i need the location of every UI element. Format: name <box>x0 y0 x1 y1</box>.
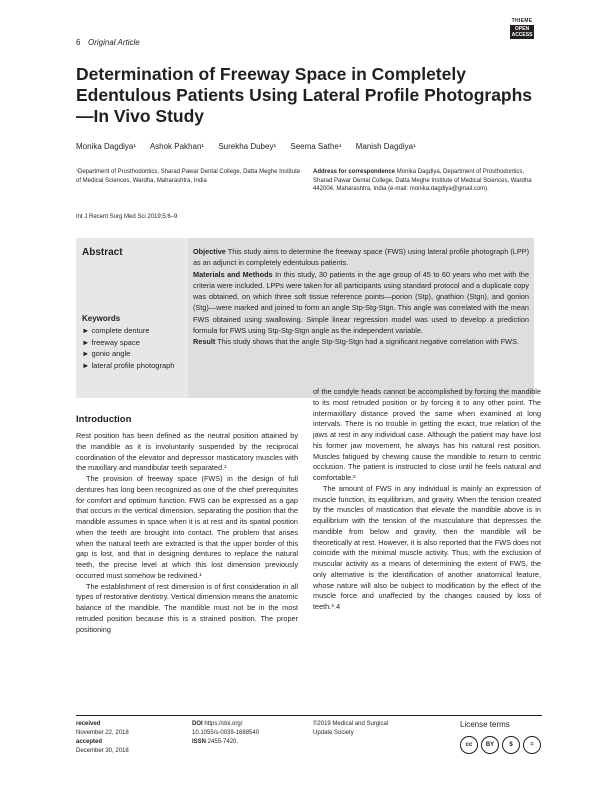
result-label: Result <box>193 337 216 347</box>
article-title: Determination of Freeway Space in Completely Edentulous Patients Using Lateral Profile Photographs—In Vivo Study <box>76 64 533 126</box>
paragraph: Rest position has been defined as the neutral position attained by the mandible as it is involuntarily suspended by the reciprocal coordination of the elevator and depressor masticatory muscles with the maxillary and mandibular teeth separated.¹ <box>76 431 298 473</box>
keyword-item: ► lateral profile photograph <box>82 360 175 370</box>
paragraph: of the condyle heads cannot be accomplished by forcing the mandible to its most retruded position or by forcing it to any other point. The intermaxillary distance proved the same when examined at long intervals. There is no trouble in getting the exact, true relation of the jaws at rest in any individual case. Although the patient may have lost his former jaw movement, he always has his natural rest position. Muscles fatigued by chewing cause the mandible to return to centric occlusion. The patient is instructed to close until he feels natural and comfortable.² <box>313 387 541 482</box>
author: Seema Sathe¹ <box>290 142 342 151</box>
keyword-list <box>82 325 182 371</box>
footer-divider <box>76 715 542 716</box>
section-label: Original Article <box>88 38 140 47</box>
doi-block <box>192 720 302 747</box>
cc-icon[interactable]: cc <box>460 736 478 754</box>
noderivatives-icon[interactable]: = <box>523 736 541 754</box>
keyword-item: ► complete denture <box>82 326 150 335</box>
open-access-badge <box>510 25 534 39</box>
citation: Int J Recent Surg Med Sci 2019;5:6–9 <box>76 214 178 220</box>
correspondence-text: Monika Dagdiya, Department of Prosthodontics, Sharad Pawar Dental College, Datta Meghe Institute of Medical Sciences, Wardha 442004, Maharashtra, India (e-mail: monika.dagdiya@gmail.com). <box>313 169 532 192</box>
doi-label: DOI <box>192 721 203 727</box>
abstract-heading: Abstract <box>82 247 123 258</box>
doi-link[interactable]: https://doi.org/ <box>202 721 243 727</box>
paragraph: The provision of freeway space (FWS) in the design of full dentures has long been recognized as one of the chief prerequisites for comfort and optimum function. FWS can be expressed as a gap that occurs in the vertical dimension, separating the position that the mandible assumes in space when it is at rest and its spatial position when the teeth are brought into contact. The problem that arises when the natural teeth are extracted is that the upper border of this gap is lost, and that in designing dentures to replace the natural teeth, the precise level at which this lost dimension previously occurred must somehow be redivined.¹ <box>76 474 298 580</box>
page-number: 6 <box>76 38 81 47</box>
correspondence <box>313 168 543 194</box>
accepted-date: December 30, 2018 <box>76 748 129 754</box>
methods-text: In this study, 30 patients in the age group of 45 to 60 years who met with the criteria were included. LPPs were taken for all participants using standard protocol and a duplicate copy was obtained, on which three soft tissue reference points—porion (Stp), gnathion (Stgn), and gonion (Stg)—were marked and joined to form an angle Stp-Stg-Stgn. This angle was correlated with the mean FWS obtained using swallowing. Simple linear regression model was used to develop a prediction formula for FWS using Stp-Stg-Stgn angle as the independent variable. <box>193 269 529 336</box>
author: Monika Dagdiya¹ <box>76 142 137 151</box>
keywords-heading: Keywords <box>82 314 121 323</box>
paragraph: The amount of FWS in any individual is mainly an expression of muscle function, its equilibrium, and gravity. When the tension created by the muscles of mastication that elevate the mandible above is in equilibrium with the tension of the musculature that depresses the mandible from below and gravity, then the mandible will be theoretically at rest. However, it is also reported that the FWS does not coincide with the minimal muscle activity. Thus, with the exclusion of muscular activity as a means of determining the extent of FWS, the only alternative is the identification of another anatomical feature, whose nature will also be subject to modification by the effect of the muscle force and unaffected by the changes caused by loss of teeth.³˒4 <box>313 483 541 611</box>
abstract-text <box>193 246 529 348</box>
result-text: This study shows that the angle Stp-Stg-Stgn had a significant negative correlation with FWS. <box>215 337 519 347</box>
methods-label: Materials and Methods <box>193 269 273 279</box>
objective-label: Objective <box>193 247 226 256</box>
issn-label: ISSN <box>192 739 207 745</box>
copyright-block <box>313 720 443 738</box>
correspondence-label: Address for correspondence <box>313 169 396 175</box>
logo-access: ACCESS <box>511 32 533 38</box>
introduction-heading: Introduction <box>76 414 132 425</box>
attribution-icon[interactable]: BY <box>481 736 499 754</box>
keyword-item: ► gonio angle <box>82 349 131 358</box>
author: Ashok Pakhan¹ <box>149 142 205 151</box>
logo-open: OPEN <box>514 26 530 32</box>
issn-number: 2455-7420. <box>206 739 239 745</box>
author-list <box>76 142 536 151</box>
paragraph: The establishment of rest dimension is of first consideration in all types of restorative dentistry. Vertical dimension means the anatomic balance of the mandible. The mandible must not be in the most retruded position because this is a strained position. The proper positioning <box>76 581 298 634</box>
copyright-line: ©2019 Medical and Surgical <box>313 721 389 727</box>
affiliation: ¹Department of Prosthodontics, Sharad Pawar Dental College, Datta Meghe Institute of Medical Sciences, Wardha, Maharashtra, India <box>76 169 301 184</box>
author: Surekha Dubey¹ <box>218 142 277 151</box>
body-column-left <box>76 414 298 635</box>
doi-number: 10.1055/s-0039-1688540 <box>192 730 260 736</box>
publisher-logo <box>510 18 534 58</box>
author: Manish Dagdiya¹ <box>355 142 416 151</box>
copyright-line: Update Society <box>313 730 354 736</box>
body-column-right <box>313 387 541 613</box>
accepted-label: accepted <box>76 739 103 745</box>
logo-text-top: THIEME <box>511 18 533 24</box>
keyword-item: ► freeway space <box>82 337 140 347</box>
received-label: received <box>76 721 101 727</box>
license-terms: License terms <box>460 720 510 729</box>
objective-text: This study aims to determine the freeway space (FWS) using lateral profile photograph (LPP) as an adjunct in completely edentulous patients. <box>193 247 529 268</box>
dates-block <box>76 720 186 756</box>
received-date: November 22, 2018 <box>76 730 129 736</box>
noncommercial-icon[interactable]: $ <box>502 736 520 754</box>
